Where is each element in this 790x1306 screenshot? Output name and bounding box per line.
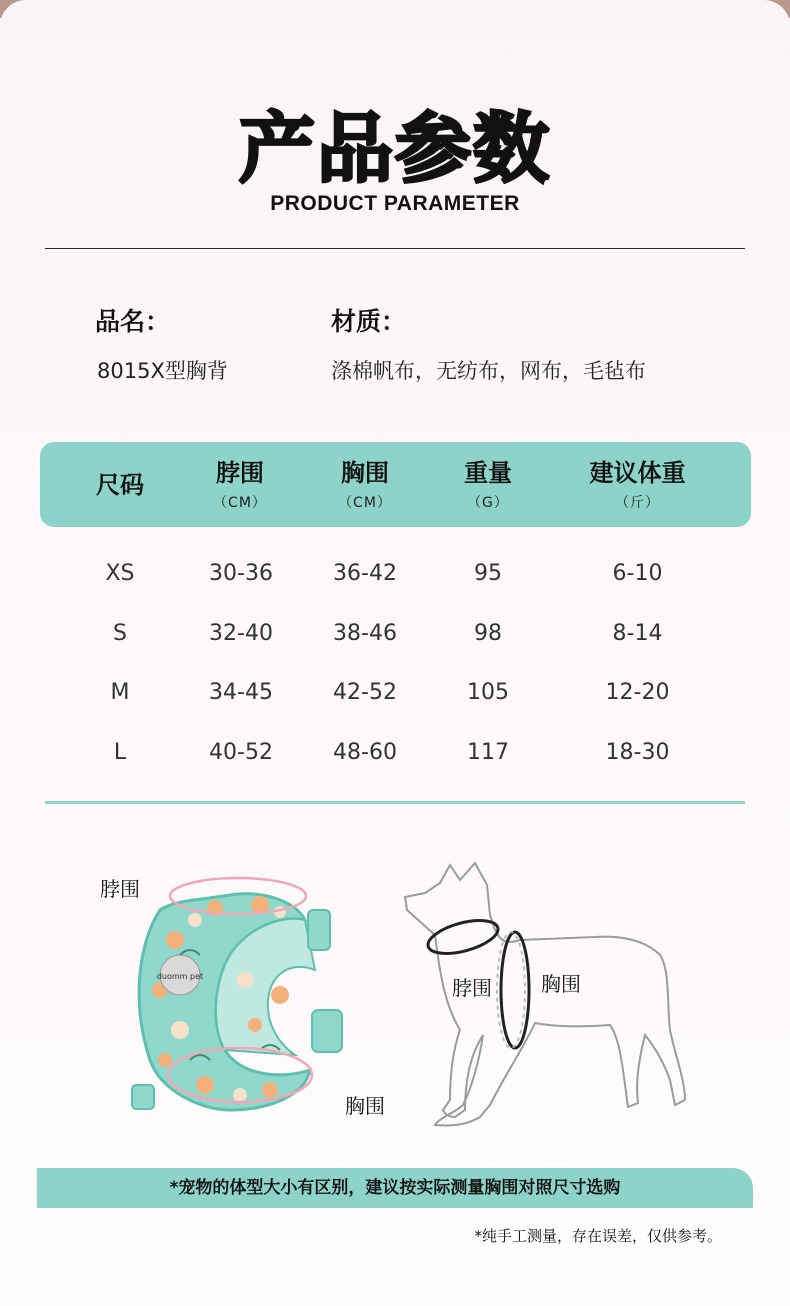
cell-chest: 42-52	[333, 680, 397, 705]
strap-end	[132, 1085, 154, 1109]
header-weight: 重量 （G）	[464, 458, 512, 511]
dog-neck-label: 脖围	[452, 976, 492, 1000]
header-size: 尺码	[96, 470, 144, 499]
harness-illustration	[120, 860, 350, 1130]
product-name-label: 品名：	[95, 307, 171, 336]
brand-badge-text: duomm pet	[156, 972, 204, 981]
cell-chest: 38-46	[333, 621, 397, 646]
cell-weight: 98	[474, 621, 502, 646]
table-row	[0, 614, 790, 654]
material-value: 涤棉帆布，无纺布，网布，毛毡布	[331, 359, 646, 383]
header-chest: 胸围 （CM）	[338, 458, 392, 511]
table-divider	[45, 801, 745, 804]
cell-chest: 36-42	[333, 561, 397, 586]
cell-suggested-weight: 18-30	[605, 740, 670, 765]
cell-size: XS	[105, 561, 135, 586]
page-subtitle: PRODUCT PARAMETER	[270, 192, 520, 215]
cell-size: M	[110, 680, 130, 705]
table-row	[0, 554, 790, 594]
dog-chest-label: 胸围	[541, 972, 581, 996]
cell-neck: 40-52	[209, 740, 273, 765]
table-row	[0, 673, 790, 713]
harness-neck-label: 脖围	[100, 877, 140, 901]
material-label: 材质：	[331, 307, 407, 336]
cell-size: L	[113, 740, 127, 765]
harness-chest-label: 胸围	[345, 1094, 385, 1118]
neck-buckle	[308, 910, 330, 950]
cell-weight: 95	[474, 561, 502, 586]
measurement-footnote: *纯手工测量，存在误差，仅供参考。	[474, 1227, 722, 1245]
cell-suggested-weight: 6-10	[612, 561, 663, 586]
header-divider	[45, 248, 745, 249]
cell-suggested-weight: 8-14	[612, 621, 663, 646]
cell-suggested-weight: 12-20	[605, 680, 670, 705]
chest-buckle	[312, 1010, 342, 1052]
cell-chest: 48-60	[333, 740, 397, 765]
size-table-header	[40, 442, 751, 527]
product-name-value: 8015X型胸背	[97, 359, 228, 383]
header-suggested-weight: 建议体重 （斤）	[589, 458, 686, 511]
cell-neck: 30-36	[209, 561, 273, 586]
page-title: 产品参数	[239, 104, 551, 193]
cell-weight: 117	[467, 740, 509, 765]
table-row	[0, 733, 790, 773]
sizing-note-bar: *宠物的体型大小有区别，建议按实际测量胸围对照尺寸选购	[37, 1168, 753, 1208]
header-neck: 脖围 （CM）	[213, 458, 267, 511]
cell-size: S	[113, 621, 127, 646]
cell-weight: 105	[467, 680, 509, 705]
cell-neck: 32-40	[209, 621, 273, 646]
cell-neck: 34-45	[209, 680, 273, 705]
